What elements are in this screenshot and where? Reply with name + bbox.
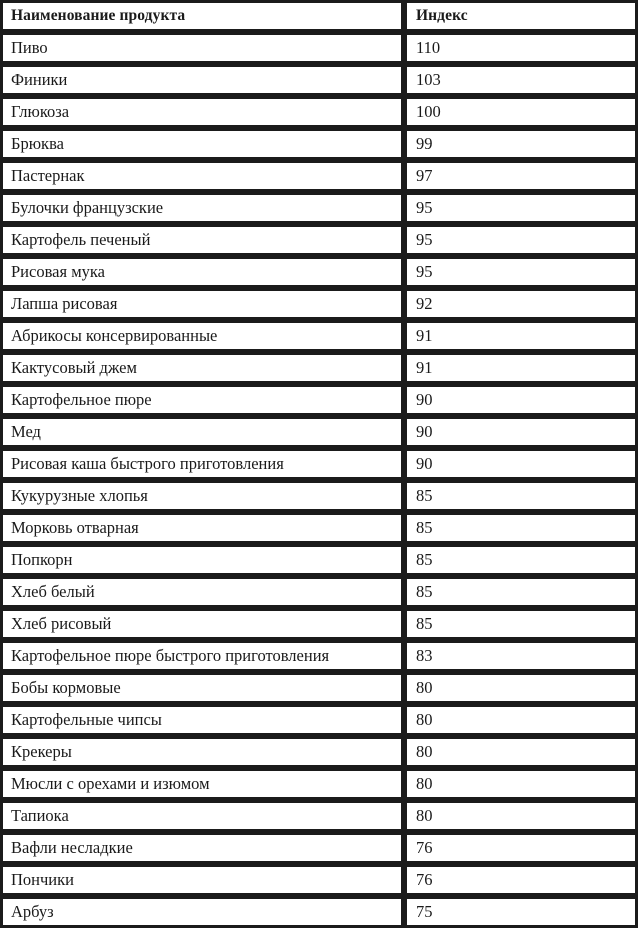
table-row bbox=[0, 448, 638, 480]
cell-index-value: 91 bbox=[404, 320, 638, 352]
table-row bbox=[0, 512, 638, 544]
table-row bbox=[0, 832, 638, 864]
table-header bbox=[0, 0, 638, 32]
cell-index-value: 85 bbox=[404, 576, 638, 608]
cell-product-name: Финики bbox=[0, 64, 404, 96]
table-row bbox=[0, 576, 638, 608]
table-row bbox=[0, 480, 638, 512]
cell-index-value: 85 bbox=[404, 608, 638, 640]
cell-index-value: 90 bbox=[404, 416, 638, 448]
table-row bbox=[0, 96, 638, 128]
cell-index-value: 76 bbox=[404, 864, 638, 896]
table-row bbox=[0, 160, 638, 192]
cell-product-name: Кукурузные хлопья bbox=[0, 480, 404, 512]
table-row bbox=[0, 608, 638, 640]
table-body bbox=[0, 32, 638, 928]
cell-index-value: 92 bbox=[404, 288, 638, 320]
cell-index-value: 90 bbox=[404, 384, 638, 416]
cell-index-value: 83 bbox=[404, 640, 638, 672]
table-row bbox=[0, 128, 638, 160]
cell-index-value: 80 bbox=[404, 768, 638, 800]
cell-index-value: 97 bbox=[404, 160, 638, 192]
table-row bbox=[0, 32, 638, 64]
cell-index-value: 90 bbox=[404, 448, 638, 480]
cell-index-value: 95 bbox=[404, 192, 638, 224]
cell-index-value: 85 bbox=[404, 512, 638, 544]
column-header-product-name: Наименование продукта bbox=[0, 0, 404, 32]
cell-product-name: Пиво bbox=[0, 32, 404, 64]
cell-index-value: 91 bbox=[404, 352, 638, 384]
table-row bbox=[0, 704, 638, 736]
cell-product-name: Картофель печеный bbox=[0, 224, 404, 256]
cell-product-name: Булочки французские bbox=[0, 192, 404, 224]
cell-index-value: 80 bbox=[404, 736, 638, 768]
table-row bbox=[0, 640, 638, 672]
table-row bbox=[0, 864, 638, 896]
table-row bbox=[0, 896, 638, 928]
cell-product-name: Картофельное пюре bbox=[0, 384, 404, 416]
cell-index-value: 95 bbox=[404, 256, 638, 288]
cell-product-name: Рисовая мука bbox=[0, 256, 404, 288]
cell-product-name: Лапша рисовая bbox=[0, 288, 404, 320]
table-row bbox=[0, 320, 638, 352]
cell-product-name: Арбуз bbox=[0, 896, 404, 928]
cell-product-name: Пончики bbox=[0, 864, 404, 896]
table-row bbox=[0, 64, 638, 96]
column-header-index: Индекс bbox=[404, 0, 638, 32]
cell-index-value: 80 bbox=[404, 704, 638, 736]
cell-product-name: Мед bbox=[0, 416, 404, 448]
table-row bbox=[0, 736, 638, 768]
cell-index-value: 76 bbox=[404, 832, 638, 864]
table-row bbox=[0, 544, 638, 576]
table-row bbox=[0, 288, 638, 320]
cell-index-value: 75 bbox=[404, 896, 638, 928]
table-row bbox=[0, 352, 638, 384]
table-row bbox=[0, 800, 638, 832]
cell-product-name: Глюкоза bbox=[0, 96, 404, 128]
cell-index-value: 100 bbox=[404, 96, 638, 128]
cell-index-value: 80 bbox=[404, 672, 638, 704]
cell-product-name: Кактусовый джем bbox=[0, 352, 404, 384]
cell-index-value: 95 bbox=[404, 224, 638, 256]
table-row bbox=[0, 416, 638, 448]
cell-product-name: Крекеры bbox=[0, 736, 404, 768]
table-row bbox=[0, 768, 638, 800]
cell-product-name: Картофельное пюре быстрого приготовления bbox=[0, 640, 404, 672]
cell-product-name: Тапиока bbox=[0, 800, 404, 832]
cell-product-name: Бобы кормовые bbox=[0, 672, 404, 704]
table-row bbox=[0, 224, 638, 256]
table-row bbox=[0, 192, 638, 224]
cell-product-name: Рисовая каша быстрого приготовления bbox=[0, 448, 404, 480]
cell-product-name: Попкорн bbox=[0, 544, 404, 576]
table-row bbox=[0, 672, 638, 704]
cell-product-name: Картофельные чипсы bbox=[0, 704, 404, 736]
cell-product-name: Морковь отварная bbox=[0, 512, 404, 544]
table-header-row bbox=[0, 0, 638, 32]
cell-index-value: 103 bbox=[404, 64, 638, 96]
cell-product-name: Хлеб рисовый bbox=[0, 608, 404, 640]
cell-index-value: 85 bbox=[404, 544, 638, 576]
cell-product-name: Мюсли с орехами и изюмом bbox=[0, 768, 404, 800]
cell-product-name: Абрикосы консервированные bbox=[0, 320, 404, 352]
cell-index-value: 80 bbox=[404, 800, 638, 832]
cell-product-name: Хлеб белый bbox=[0, 576, 404, 608]
cell-index-value: 110 bbox=[404, 32, 638, 64]
cell-product-name: Брюква bbox=[0, 128, 404, 160]
table-row bbox=[0, 256, 638, 288]
table-row bbox=[0, 384, 638, 416]
cell-index-value: 99 bbox=[404, 128, 638, 160]
cell-product-name: Пастернак bbox=[0, 160, 404, 192]
cell-product-name: Вафли несладкие bbox=[0, 832, 404, 864]
cell-index-value: 85 bbox=[404, 480, 638, 512]
